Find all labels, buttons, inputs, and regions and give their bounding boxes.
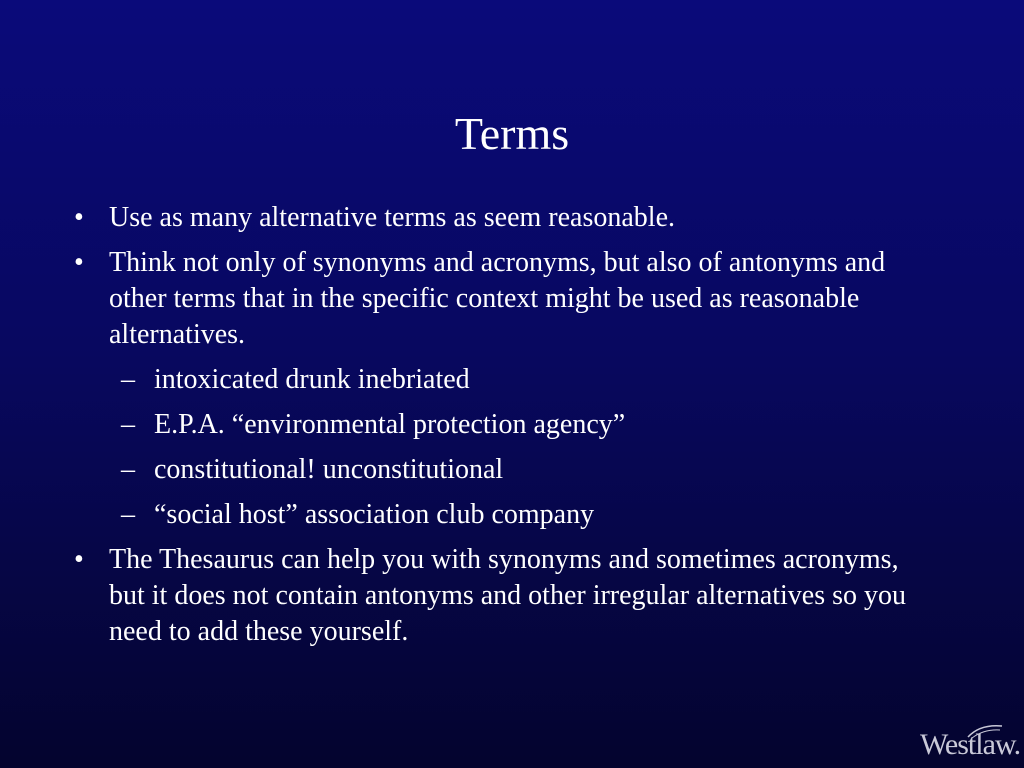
bullet-item bbox=[74, 542, 934, 650]
bullet-item bbox=[74, 200, 934, 236]
sub-bullet-item bbox=[74, 497, 934, 533]
bullet-icon: • bbox=[74, 247, 84, 278]
logo-text: Westlaw. bbox=[920, 728, 1021, 761]
westlaw-logo bbox=[920, 722, 1020, 762]
sub-bullet-text: “social host” association club company bbox=[154, 499, 595, 530]
slide-body bbox=[74, 200, 934, 659]
slide-title: Terms bbox=[454, 108, 570, 159]
dash-icon: – bbox=[121, 364, 135, 395]
sub-bullet-item bbox=[74, 362, 934, 398]
dash-icon: – bbox=[121, 499, 135, 530]
bullet-item bbox=[74, 245, 934, 353]
dash-icon: – bbox=[121, 454, 135, 485]
bullet-text: Think not only of synonyms and acronyms, but also of antonyms and other terms that in the specific context might be used as reasonable alternatives. bbox=[109, 247, 886, 350]
sub-bullet-text: intoxicated drunk inebriated bbox=[154, 364, 470, 395]
sub-bullet-item bbox=[74, 407, 934, 443]
bullet-text: The Thesaurus can help you with synonyms and sometimes acronyms, but it does not contain antonyms and other irregular alternatives so you need to add these yourself. bbox=[109, 544, 907, 647]
dash-icon: – bbox=[121, 409, 135, 440]
bullet-icon: • bbox=[74, 544, 84, 575]
sub-bullet-text: E.P.A. “environmental protection agency” bbox=[154, 409, 626, 440]
bullet-icon: • bbox=[74, 202, 84, 233]
sub-bullet-text: constitutional! unconstitutional bbox=[154, 454, 504, 485]
bullet-text: Use as many alternative terms as seem reasonable. bbox=[109, 202, 676, 233]
sub-bullet-item bbox=[74, 452, 934, 488]
